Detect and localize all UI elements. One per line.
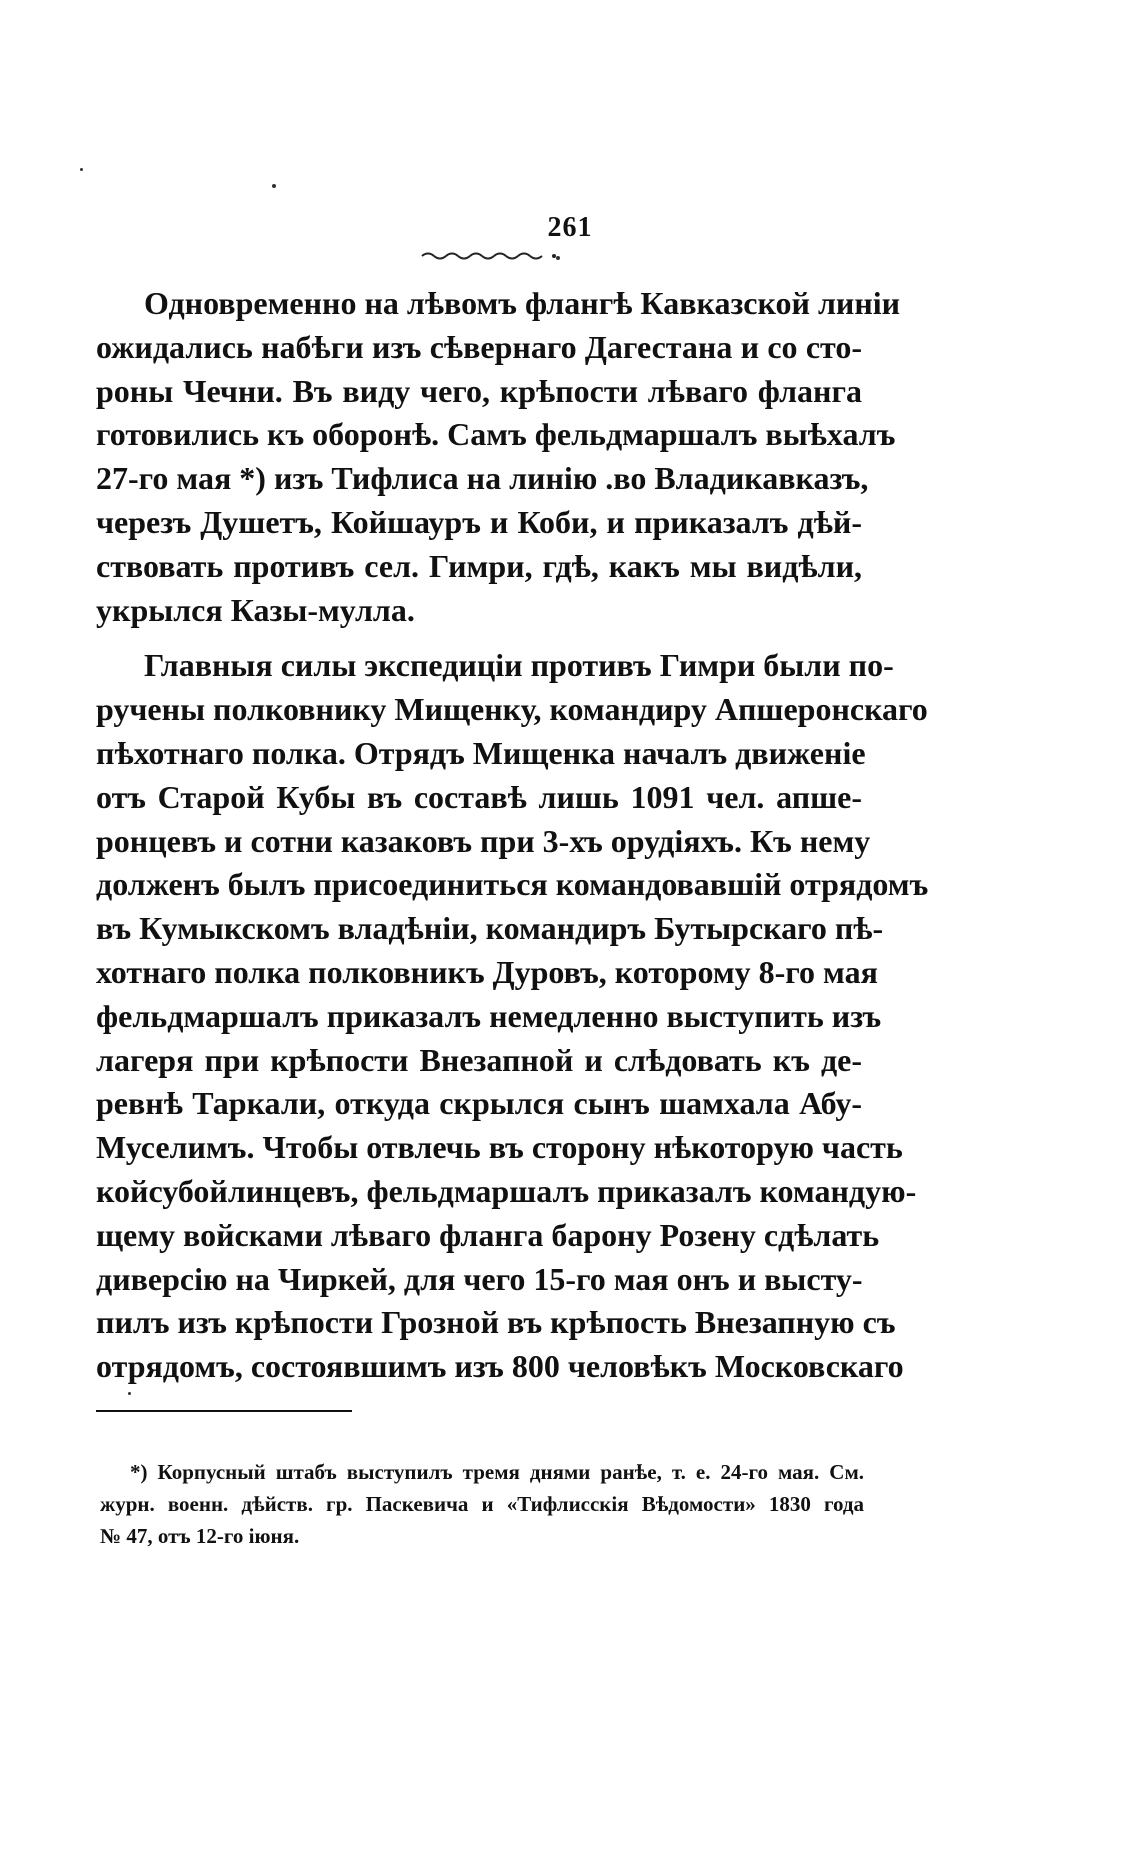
footnote-line: журн. военн. дѣйств. гр. Паскевича и «Тифлисскія Вѣдомости» 1830 года: [100, 1492, 864, 1516]
text-line: ревнѣ Таркали, откуда скрылся сынъ шамхала Абу-: [96, 1085, 862, 1122]
text-line: ствовать противъ сел. Гимри, гдѣ, какъ мы видѣли,: [96, 547, 862, 584]
text-line: ожидались набѣги изъ сѣвернаго Дагестана и со сто-: [96, 328, 862, 365]
footnote-divider: [96, 1410, 352, 1412]
text-line: въ Кумыкскомъ владѣніи, командиръ Бутырскаго пѣ-: [96, 910, 884, 947]
text-line: готовились къ оборонѣ. Самъ фельдмаршалъ выѣхалъ: [96, 416, 896, 453]
text-line: Одновременно на лѣвомъ флангѣ Кавказской линіи: [144, 285, 901, 321]
scan-speck: [272, 184, 276, 188]
text-line: койсубойлинцевъ, фельдмаршалъ приказалъ командую-: [96, 1172, 917, 1209]
text-line: долженъ былъ присоединиться командовавшій отрядомъ: [96, 866, 929, 903]
footnote-line: № 47, отъ 12-го іюня.: [100, 1524, 300, 1548]
text-line: ручены полковнику Мищенку, командиру Апшеронскаго: [96, 691, 928, 728]
text-line: лагеря при крѣпости Внезапной и слѣдовать къ де-: [96, 1041, 862, 1078]
text-line: черезъ Душетъ, Койшауръ и Коби, и приказалъ дѣй-: [96, 503, 862, 540]
text-line: Муселимъ. Чтобы отвлечь въ сторону нѣкоторую часть: [96, 1129, 903, 1166]
text-line: отъ Старой Кубы въ составѣ лишь 1091 чел. апше-: [96, 778, 862, 815]
text-line: щему войсками лѣваго фланга барону Розену сдѣлать: [96, 1216, 880, 1253]
text-line: фельдмаршалъ приказалъ немедленно выступить изъ: [96, 997, 882, 1034]
text-line: 27-го мая *) изъ Тифлиса на линію .во Владикавказъ,: [96, 460, 869, 497]
scan-speck: [128, 1392, 131, 1395]
text-line: Главныя силы экспедиціи противъ Гимри были по-: [144, 647, 894, 684]
paragraph-1: [96, 282, 901, 632]
wavy-ornament-icon: [420, 250, 560, 262]
scan-speck: [80, 168, 83, 171]
text-line: ронцевъ и сотни казаковъ при 3-хъ орудіяхъ. Къ нему: [96, 822, 871, 859]
page-number: 261: [547, 212, 593, 243]
scan-speck: [556, 256, 560, 260]
text-line: отрядомъ, состоявшимъ изъ 800 человѣкъ Московскаго: [96, 1348, 904, 1385]
text-line: пѣхотнаго полка. Отрядъ Мищенка началъ движеніе: [96, 734, 866, 771]
text-line: роны Чечни. Въ виду чего, крѣпости лѣваго фланга: [96, 372, 862, 409]
text-line: укрылся Казы-мулла.: [96, 591, 415, 628]
text-line: пилъ изъ крѣпости Грозной въ крѣпость Внезапную съ: [96, 1304, 896, 1341]
footnote: [100, 1456, 864, 1552]
text-line: хотнаго полка полковникъ Дуровъ, которому 8-го мая: [96, 953, 878, 990]
paragraph-gap: [96, 632, 862, 644]
footnote-line: *) Корпусный штабъ выступилъ тремя днями ранѣе, т. е. 24-го мая. См.: [130, 1460, 864, 1484]
paragraph-2: [96, 644, 929, 1389]
body-text: [96, 282, 929, 1389]
text-line: диверсію на Чиркей, для чего 15-го мая онъ и высту-: [96, 1260, 863, 1297]
